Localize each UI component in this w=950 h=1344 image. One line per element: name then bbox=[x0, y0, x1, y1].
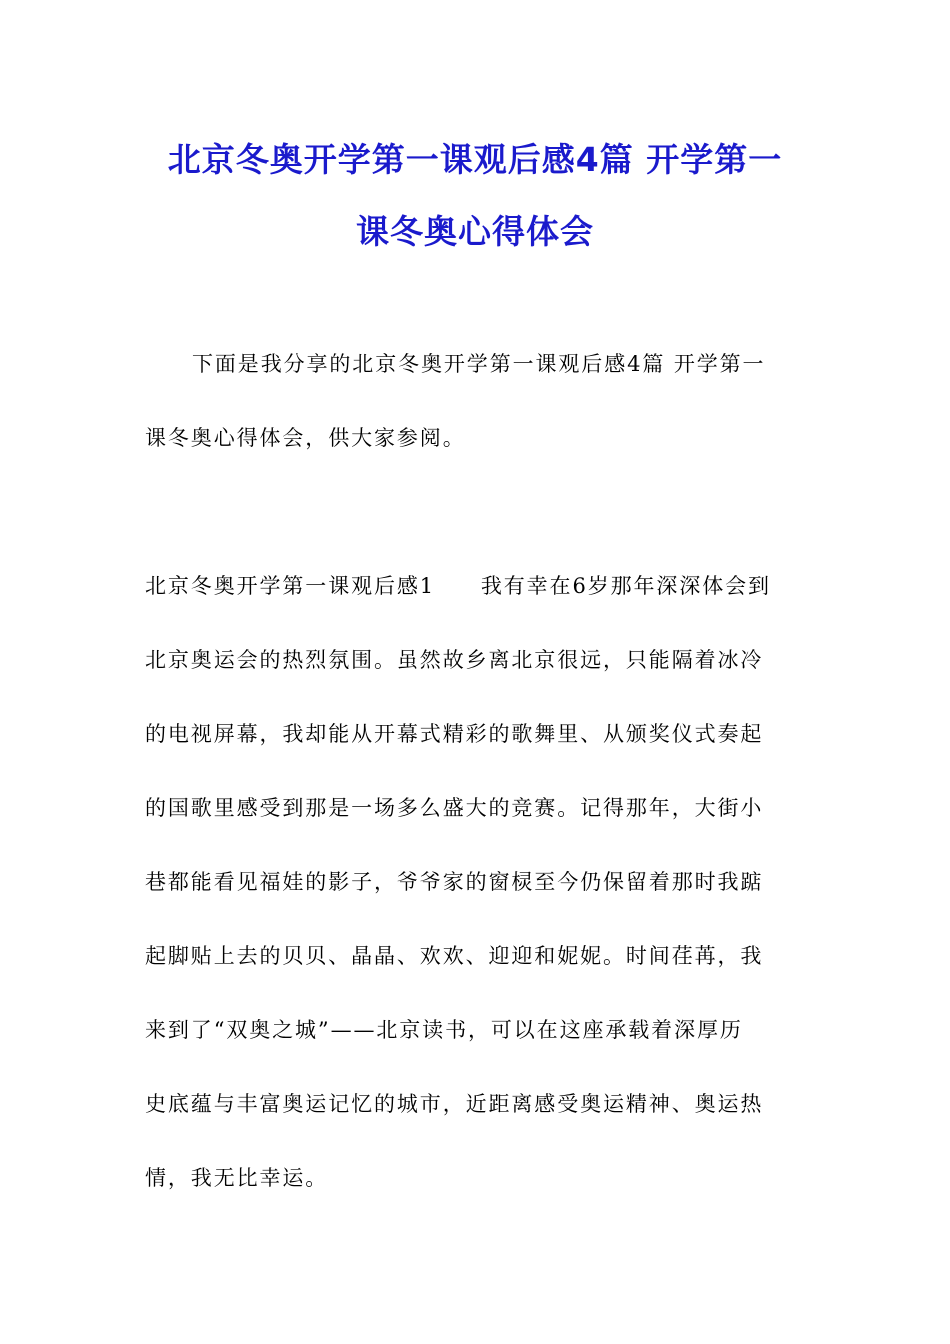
body-line-8: 史底蕴与丰富奥运记忆的城市，近距离感受奥运精神、奥运热 bbox=[145, 1092, 764, 1116]
document-title-line-1: 北京冬奥开学第一课观后感4篇 开学第一 bbox=[167, 140, 783, 179]
body-line-9: 情，我无比幸运。 bbox=[145, 1166, 329, 1190]
body-line-3: 的电视屏幕，我却能从开幕式精彩的歌舞里、从颁奖仪式奏起 bbox=[145, 722, 764, 746]
body-line-5: 巷都能看见福娃的影子，爷爷家的窗棂至今仍保留着那时我踮 bbox=[145, 870, 764, 894]
intro-line-1: 下面是我分享的北京冬奥开学第一课观后感4篇 开学第一 bbox=[192, 352, 766, 376]
body-line-2: 北京奥运会的热烈氛围。虽然故乡离北京很远，只能隔着冰冷 bbox=[145, 648, 764, 672]
intro-line-2: 课冬奥心得体会，供大家参阅。 bbox=[145, 426, 466, 450]
body-line-4: 的国歌里感受到那是一场多么盛大的竞赛。记得那年，大街小 bbox=[145, 796, 764, 820]
document-title-line-2: 课冬奥心得体会 bbox=[356, 212, 594, 251]
body-line-6: 起脚贴上去的贝贝、晶晶、欢欢、迎迎和妮妮。时间荏苒，我 bbox=[145, 944, 764, 968]
body-line-7: 来到了“双奥之城”——北京读书，可以在这座承载着深厚历 bbox=[145, 1018, 743, 1042]
body-line-1: 北京冬奥开学第一课观后感1 我有幸在6岁那年深深体会到 bbox=[145, 574, 771, 598]
